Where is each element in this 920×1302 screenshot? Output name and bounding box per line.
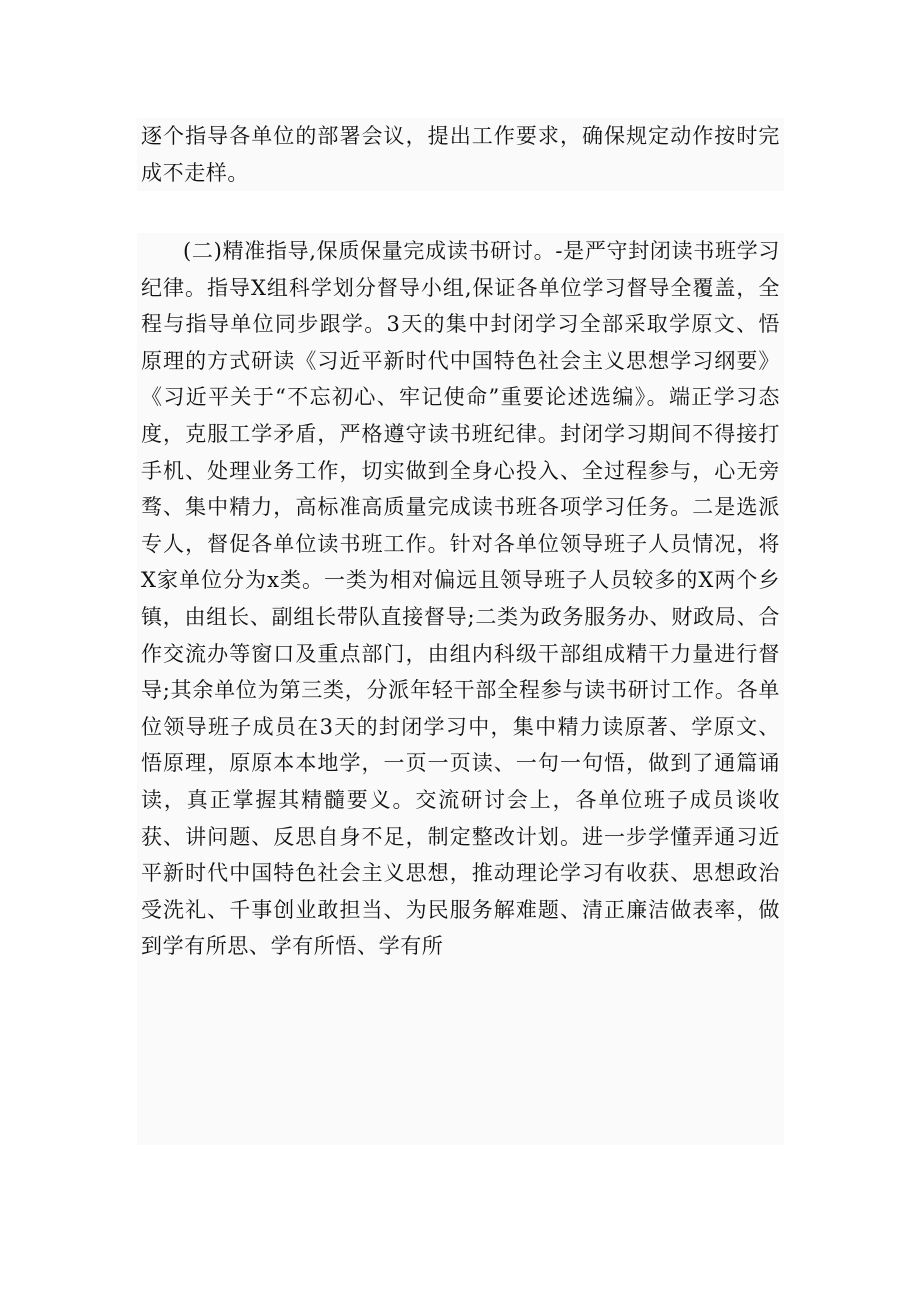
paragraph-continuation: 逐个指导各单位的部署会议，提出工作要求，确保规定动作按时完成不走样。 [141,124,780,185]
text-block-top [137,118,784,191]
paragraph-section-two: (二)精准指导,保质保量完成读书研讨。-是严守封闭读书班学习纪律。指导X组科学划分督导小组,保证各单位学习督导全覆盖，全程与指导单位同步跟学。3天的集中封闭学习全部采取学原文、悟原理的方式研读《习近平新时代中国特色社会主义思想学习纲要》《习近平关于“不忘初心、牢记使命”重要论述选编》。端正学习态度，克服工学矛盾，严格遵守读书班纪律。封闭学习期间不得接打手机、处理业务工作，切实做到全身心投入、全过程参与，心无旁骛、集中精力，高标准高质量完成读书班各项学习任务。二是选派专人，督促各单位读书班工作。针对各单位领导班子人员情况，将X家单位分为x类。一类为相对偏远且领导班子人员较多的X两个乡镇，由组长、副组长带队直接督导;二类为政务服务办、财政局、合作交流办等窗口及重点部门，由组内科级干部组成精干力量进行督导;其余单位为第三类，分派年轻干部全程参与读书研讨工作。各单位领导班子成员在3天的封闭学习中，集中精力读原著、学原文、悟原理，原原本本地学，一页一页读、一句一句悟，做到了通篇诵读，真正掌握其精髓要义。交流研讨会上，各单位班子成员谈收获、讲问题、反思自身不足，制定整改计划。进一步学懂弄通习近平新时代中国特色社会主义思想，推动理论学习有收获、思想政治受洗礼、千事创业敢担当、为民服务解难题、清正廉洁做表率，做到学有所思、学有所悟、学有所 [141,239,780,959]
text-block-main [137,233,784,1145]
